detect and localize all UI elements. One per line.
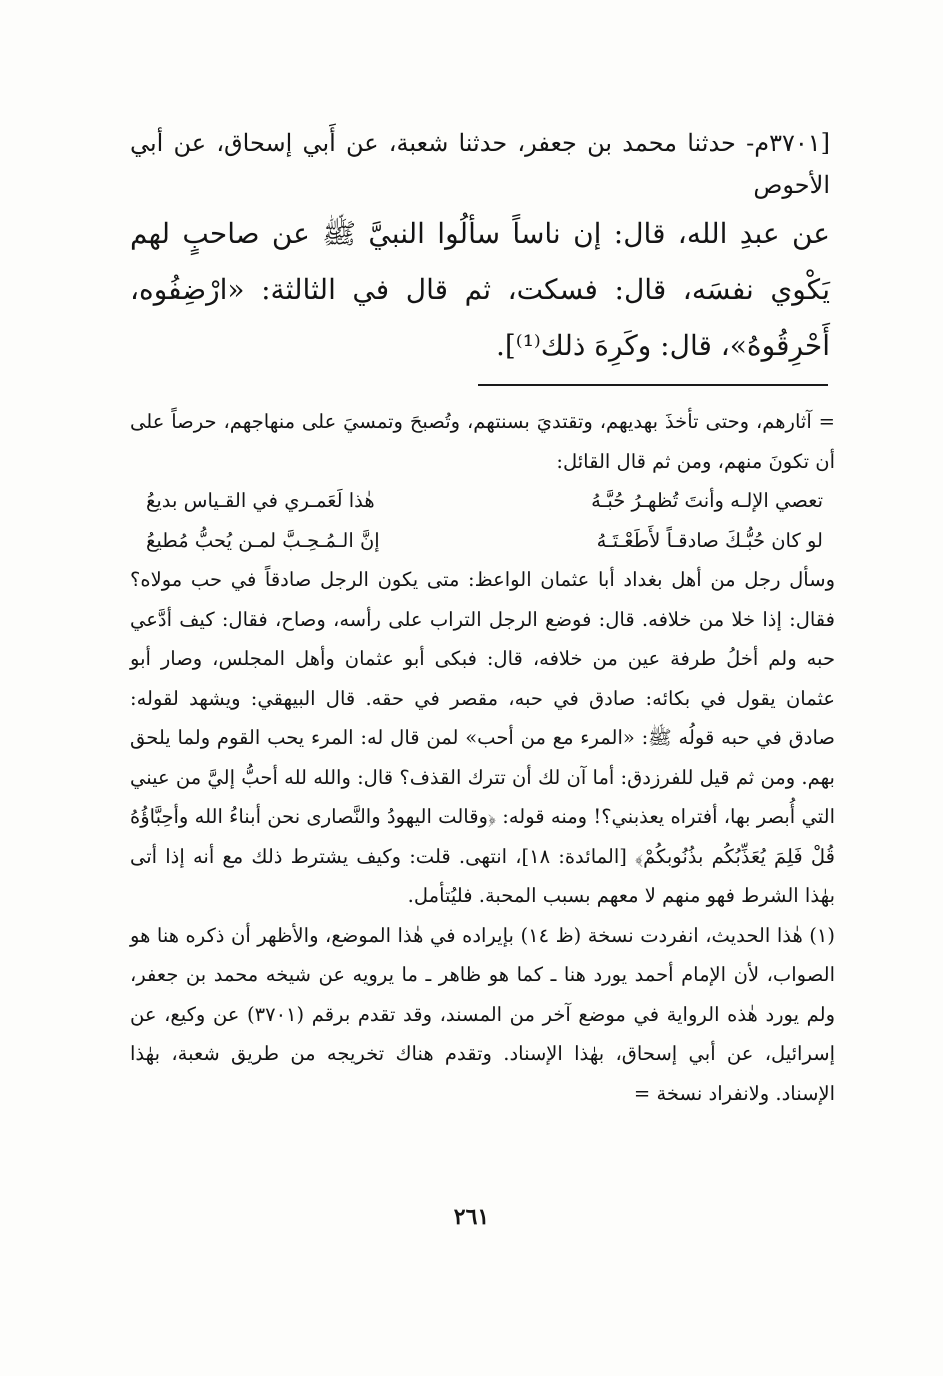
verse-hemistich-first: لو كان حُبُّـكَ صادقـاً لأَطَعْـتَـهُ (596, 528, 823, 552)
footnotes (130, 402, 835, 1113)
footnote-1: (١) هٰذا الحديث، انفردت نسخة (ظ ١٤) بإيراده في هٰذا الموضع، والأظهر أن ذكره هنا هو الصواب، لأن الإمام أحمد يورد هنا ـ كما هو ظاهر ـ ما يرويه عن شيخه محمد بن جعفر، ولم يورد هٰذه الرواية في موضع آخر من المسند، وقد تقدم برقم (٣٧٠١) عن وكيع، عن إسرائيل، عن أبي إسحاق، بهٰذا الإسناد. وتقدم هناك تخريجه من طريق شعبة، بهٰذا الإسناد. ولانفراد نسخة = (130, 923, 835, 1105)
footnote-continued-text: = آثارهم، وحتى تأخذَ بهديهم، وتقتديَ بسنتهم، وتُصبحَ وتمسيَ على منهاجهم، حرصاً على أن تكونَ منهم، ومن ثم قال القائل: (130, 410, 835, 473)
page-number: ٢٦١ (453, 1204, 490, 1230)
verse-line-1 (130, 481, 835, 521)
verse-hemistich-second: إنَّ الـمُـحِـبَّ لمـن يُحبُّ مُطيعُ (146, 528, 380, 552)
verse-hemistich-first: تعصي الإلـه وأنتَ تُظهـرُ حُبَّـهُ (591, 489, 823, 512)
hadith-text: عن عبدِ الله، قال: إن ناساً سألُوا النبيَّ ﷺ عن صاحبٍ لهم يَكْوي نفسَه، قال: فسكت، ثم قال في الثالثة: «ارْضِفُوه، أَحْرِقُوهُ»، قال: وكَرِهَ ذلك⁽¹⁾]. (130, 217, 830, 362)
footnote-continued-paragraph: وسأل رجل من أهل بغداد أبا عثمان الواعظ: متى يكون الرجل صادقاً في حب مولاه؟ فقال: إذا خلا من خلافه. قال: فوضع الرجل التراب على رأسه، وصاح، فقال: كيف أدَّعي حبه ولم أخلُ طرفة عين من خلافه، قال: فبكى أبو عثمان وأهل المجلس، وصار أبو عثمان يقول في بكائه: صادق في حبه، مقصر في حقه. قال البيهقي: ويشهد لقوله: صادق في حبه قولُه ﷺ: «المرء مع من أحب» لمن قال له: المرء يحب القوم ولما يلحق بهم. ومن ثم قيل للفرزدق: أما آن لك أن تترك القذف؟ قال: والله لله أحبُّ إليَّ من عيني التي أُبصر بها، أفتراه يعذبني؟! ومنه قوله: ﴿وقالت اليهودُ والنَّصارى نحن أبناءُ الله وأحِبَّاؤُهُ قُلْ فَلِمَ يُعَذِّبُكُم بذُنُوبكُمْ﴾ [المائدة: ١٨]، انتهى. قلت: وكيف يشترط ذلك مع أنه إذا أتى بهٰذا الشرط فهو منهم لا معهم بسبب المحبة. فليُتأمل. (130, 568, 835, 907)
verse-line-2 (130, 521, 835, 561)
verse-hemistich-second: هٰذا لَعَمـري في القـياس بديعُ (146, 489, 375, 512)
main-hadith (130, 122, 830, 374)
hadith-header: [٣٧٠١م- حدثنا محمد بن جعفر، حدثنا شعبة، عن أَبي إسحاق، عن أبي الأحوص (130, 129, 830, 199)
footnote-separator (478, 384, 828, 386)
